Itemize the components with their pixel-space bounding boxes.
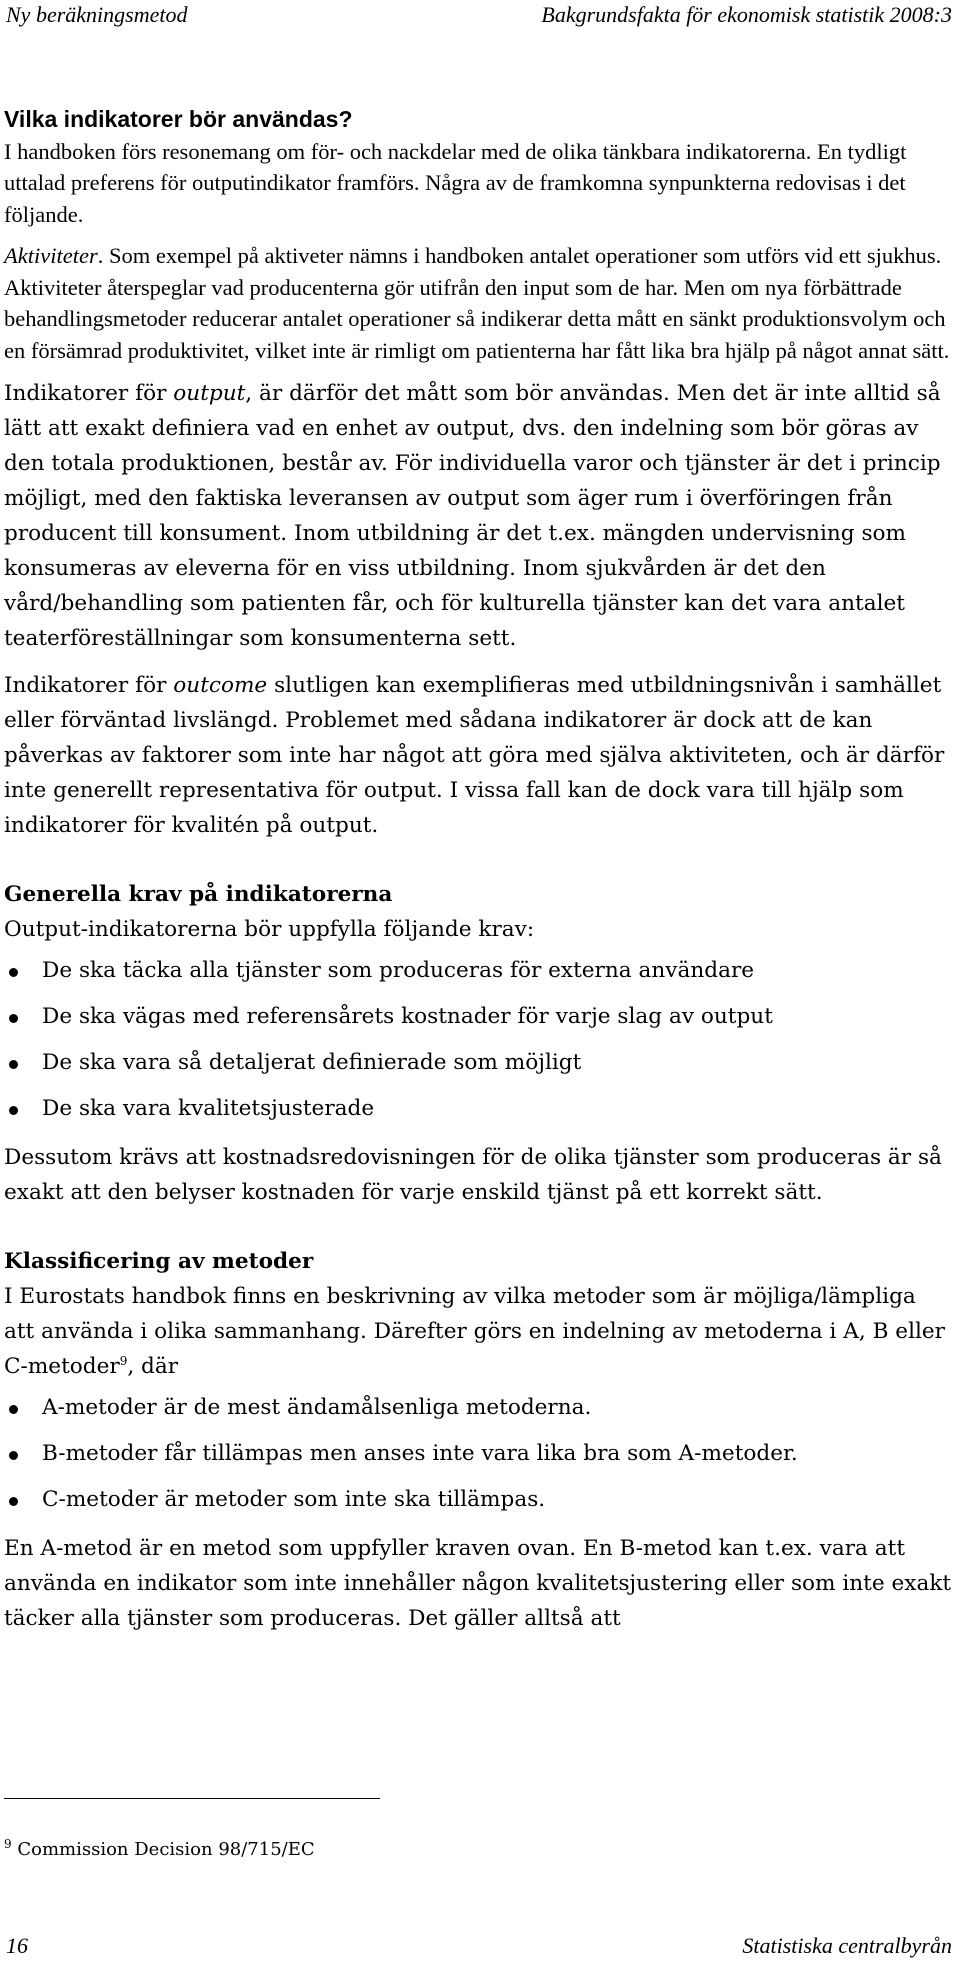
list-item bbox=[4, 1045, 952, 1080]
list-item bbox=[4, 953, 952, 988]
activities-term: Aktiviteter bbox=[4, 243, 98, 268]
list-item bbox=[4, 999, 952, 1034]
classification-intro bbox=[4, 1279, 952, 1384]
section-heading-indicators: Vilka indikatorer bör användas? bbox=[4, 106, 353, 132]
activities-text: . Som exempel på aktiveter nämns i handboken antalet operationer som utförs vid ett sjukhus. Aktiviteter återspeglar vad producenterna gör utifrån den input som de har. Men om nya förbättrade behandlingsmetoder reducerar antalet operationer så indikerar detta mått en sänkt produktionsvolym och en försämrad produktivitet, vilket inte är rimligt om patienterna har fått lika bra hjälp på något annat sätt. bbox=[4, 243, 950, 363]
activities-paragraph bbox=[4, 240, 952, 366]
output-text-before: Indikatorer för bbox=[4, 381, 174, 406]
list-item-text: De ska täcka alla tjänster som produceras för externa användare bbox=[42, 958, 755, 983]
classification-intro-tail: , där bbox=[127, 1354, 179, 1379]
bullet-icon bbox=[9, 1106, 18, 1115]
page-number: 16 bbox=[6, 1933, 28, 1958]
list-item-text: C-metoder är metoder som inte ska tillämpas. bbox=[42, 1487, 546, 1512]
bullet-icon bbox=[9, 1014, 18, 1023]
footnote bbox=[4, 1836, 315, 1864]
footnote-reference[interactable]: 9 bbox=[119, 1353, 128, 1368]
outcome-term: outcome bbox=[173, 673, 268, 698]
bullet-icon bbox=[9, 1451, 18, 1460]
footnote-number: 9 bbox=[4, 1837, 12, 1851]
list-item-text: B-metoder får tillämpas men anses inte vara lika bra som A-metoder. bbox=[42, 1441, 798, 1466]
section-intro-paragraph: I handboken förs resonemang om för- och nackdelar med de olika tänkbara indikatorerna. En tydligt uttalad preferens för outputindikator framförs. Några av de framkomna synpunkterna redovisas i det följande. bbox=[4, 138, 907, 227]
list-item bbox=[4, 1091, 952, 1126]
section-heading-classification: Klassificering av metoder bbox=[4, 1249, 314, 1274]
bullet-icon bbox=[9, 1060, 18, 1069]
list-item-text: A-metoder är de mest ändamålsenliga metoderna. bbox=[42, 1395, 592, 1420]
requirements-list bbox=[4, 953, 952, 1126]
output-text-after: , är därför det mått som bör användas. Men det är inte alltid så lätt att exakt definiera vad en enhet av output, dvs. den indelning som bör göras av den totala produktionen, består av. För individuella varor och tjänster är det i princip möjligt, med den faktiska leveransen av output som äger rum i överföringen från producent till konsument. Inom utbildning är det t.ex. mängden undervisning som konsumeras av eleverna för en viss utbildning. Inom sjukvården är det den vård/behandling som patienten får, och för kulturella tjänster kan det vara antalet teaterföreställningar som konsumenterna sett. bbox=[4, 381, 941, 651]
outcome-text-before: Indikatorer för bbox=[4, 673, 174, 698]
list-item-text: De ska vara så detaljerat definierade som möjligt bbox=[42, 1050, 582, 1075]
bullet-icon bbox=[9, 1405, 18, 1414]
requirements-conclusion: Dessutom krävs att kostnadsredovisningen för de olika tjänster som produceras är så exakt att den belyser kostnaden för varje enskild tjänst på ett korrekt sätt. bbox=[4, 1145, 942, 1205]
bullet-icon bbox=[9, 1497, 18, 1506]
outcome-paragraph bbox=[4, 668, 952, 843]
list-item-text: De ska vägas med referensårets kostnader för varje slag av output bbox=[42, 1004, 773, 1029]
output-term: output bbox=[173, 381, 246, 406]
running-header-title: Ny beräkningsmetod bbox=[6, 2, 188, 27]
requirements-intro: Output-indikatorerna bör uppfylla följande krav: bbox=[4, 917, 535, 942]
bullet-icon bbox=[9, 968, 18, 977]
list-item bbox=[4, 1482, 952, 1517]
footnote-divider bbox=[4, 1798, 380, 1799]
outcome-text-after: slutligen kan exemplifieras med utbildningsnivån i samhället eller förväntad livslängd. Problemet med sådana indikatorer är dock att de kan påverkas av faktorer som inte har något att göra med själva aktiviteten, och är därför inte generellt representativa för output. I vissa fall kan de dock vara till hjälp som indikatorer för kvalitén på output. bbox=[4, 673, 945, 838]
list-item bbox=[4, 1436, 952, 1471]
list-item-text: De ska vara kvalitetsjusterade bbox=[42, 1096, 375, 1121]
classification-list bbox=[4, 1390, 952, 1517]
footer-publisher: Statistiska centralbyrån bbox=[742, 1933, 952, 1958]
running-header-series: Bakgrundsfakta för ekonomisk statistik 2008:3 bbox=[541, 2, 952, 27]
section-indicators bbox=[4, 104, 952, 366]
classification-conclusion: En A-metod är en metod som uppfyller kraven ovan. En B-metod kan t.ex. vara att använda en indikator som inte innehåller någon kvalitetsjustering eller som inte exakt täcker alla tjänster som produceras. Det gäller alltså att bbox=[4, 1536, 952, 1631]
section-heading-requirements: Generella krav på indikatorerna bbox=[4, 882, 393, 907]
classification-intro-text: I Eurostats handbok finns en beskrivning av vilka metoder som är möjliga/lämpliga att använda i olika sammanhang. Därefter görs en indelning av metoderna i A, B eller C-metoder bbox=[4, 1284, 946, 1379]
body-content bbox=[4, 104, 952, 1648]
footnote-text: Commission Decision 98/715/EC bbox=[11, 1839, 315, 1860]
output-paragraph bbox=[4, 376, 952, 656]
list-item bbox=[4, 1390, 952, 1425]
